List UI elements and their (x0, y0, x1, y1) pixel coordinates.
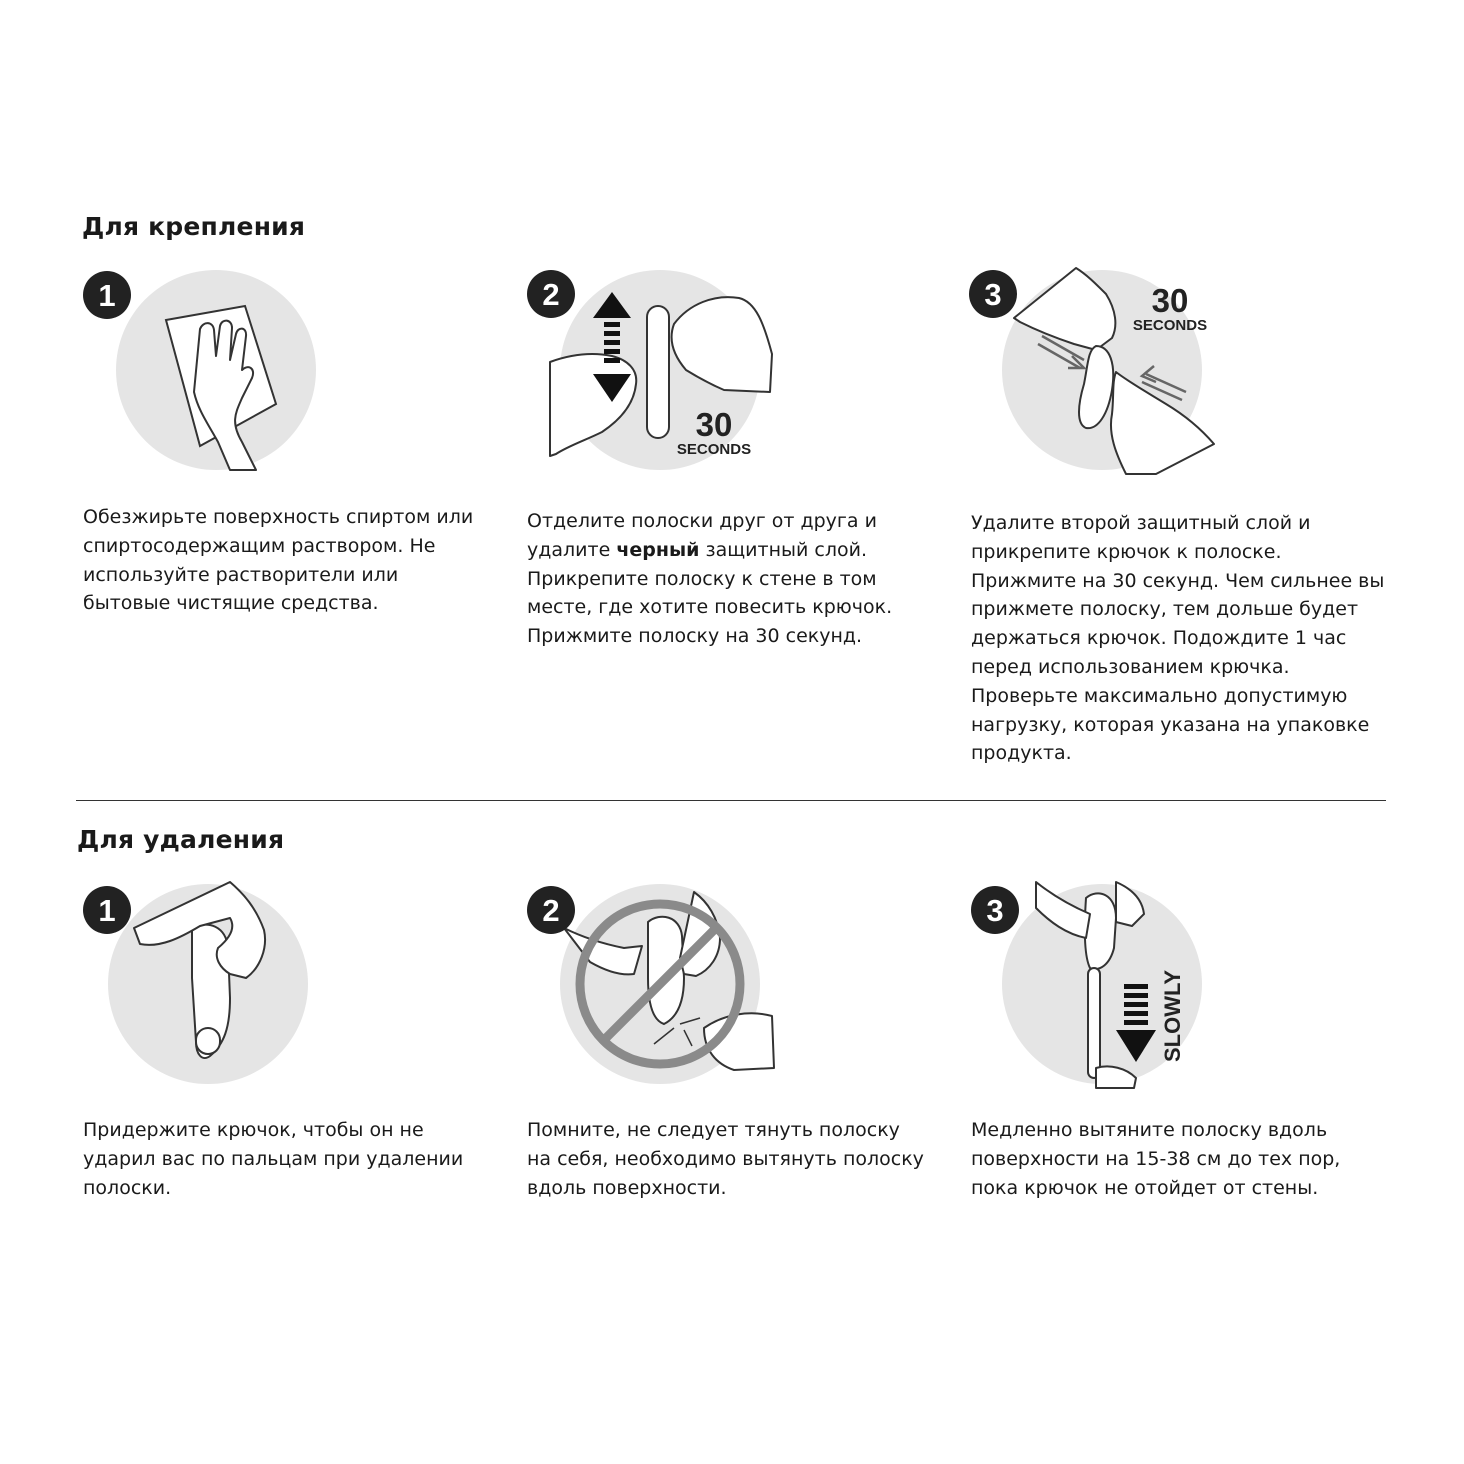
mount-step-2-illustration (524, 264, 804, 484)
seconds-caption: SECONDS (676, 441, 752, 458)
press-hook-icon (966, 264, 1246, 484)
remove-step-1-illustration (80, 878, 360, 1098)
mount-step-1-illustration (80, 264, 360, 484)
remove-step-1-description: Придержите крючок, чтобы он не ударил вас по пальцам при удалении полоски. (83, 1119, 464, 1199)
remove-step-3-illustration (966, 878, 1246, 1098)
step-badge (83, 271, 131, 319)
removal-section-title: Для удаления (77, 825, 285, 854)
svg-text:3: 3 (984, 277, 1002, 312)
slowly-caption: SLOWLY (1160, 969, 1185, 1062)
step-badge (527, 886, 575, 934)
svg-text:1: 1 (98, 893, 116, 928)
hold-hook-icon (80, 878, 360, 1098)
svg-text:3: 3 (986, 893, 1004, 928)
svg-text:2: 2 (542, 277, 560, 312)
section-divider (76, 800, 1386, 801)
mount-step-2-description: Отделите полоски друг от друга и удалите черный защитный слой. Прикрепите полоску к стене в том месте, где хотите повесить крючок. Прижмите полоску на 30 секунд. (527, 510, 893, 648)
step-badge (527, 270, 575, 318)
peel-strip-icon (524, 264, 804, 484)
remove-step-2-illustration (524, 878, 804, 1098)
wipe-surface-icon (80, 264, 360, 484)
remove-step-3-description: Медленно вытяните полоску вдоль поверхности на 15-38 см до тех пор, пока крючок не отойдет от стены. (971, 1119, 1341, 1199)
seconds-number: 30 (1151, 282, 1189, 319)
step-badge (83, 886, 131, 934)
svg-text:1: 1 (98, 278, 116, 313)
mounting-section-title: Для крепления (82, 212, 306, 241)
svg-text:2: 2 (542, 893, 560, 928)
seconds-number: 30 (695, 406, 733, 443)
mount-step-3-description: Удалите второй защитный слой и прикрепите крючок к полоске. Прижмите на 30 секунд. Чем сильнее вы прижмете полоску, тем дольше будет держаться крючок. Подождите 1 час перед использованием крючка. Проверьте максимально допустимую нагрузку, которая указана на упаковке продукта. (971, 512, 1385, 765)
mount-step-1-description: Обезжирьте поверхность спиртом или спиртосодержащим раствором. Не используйте растворители или бытовые чистящие средства. (83, 506, 474, 615)
stretch-slowly-icon (966, 878, 1246, 1098)
step-badge (971, 886, 1019, 934)
mount-step-3-illustration (966, 264, 1246, 484)
seconds-caption: SECONDS (1132, 317, 1208, 334)
do-not-pull-icon (524, 878, 804, 1098)
remove-step-2-description: Помните, не следует тянуть полоску на себя, необходимо вытянуть полоску вдоль поверхности. (527, 1119, 924, 1199)
step-badge (969, 270, 1017, 318)
